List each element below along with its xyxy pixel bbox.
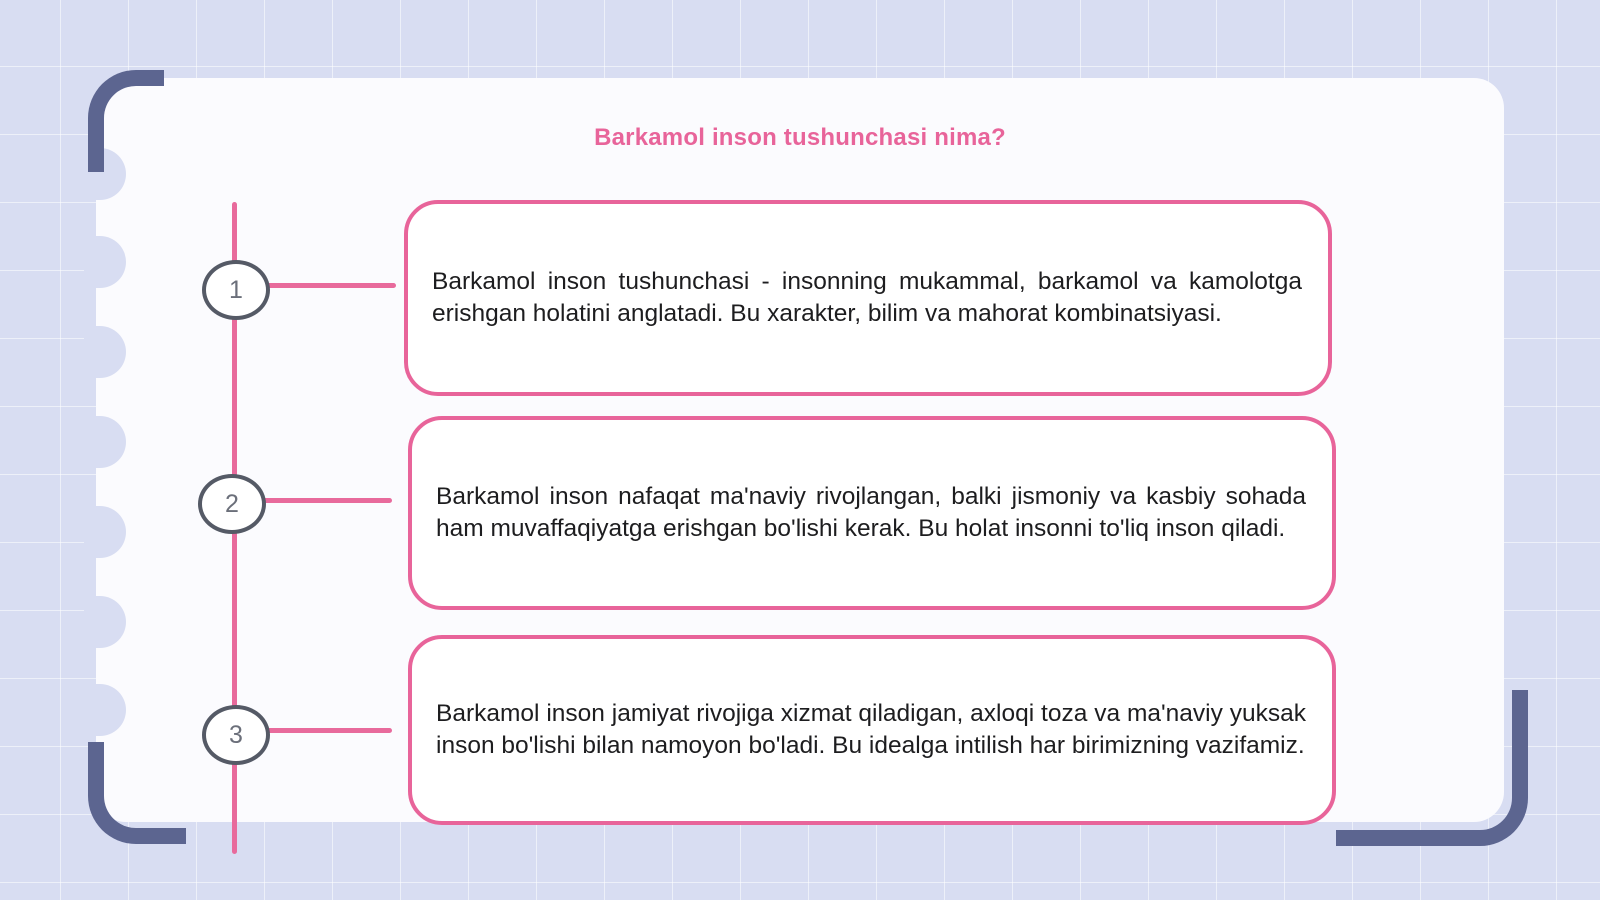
corner-bracket-top-left: [88, 70, 164, 172]
step-number-circle: 3: [202, 705, 270, 765]
info-box-2: [408, 416, 1336, 610]
corner-bracket-bottom-right: [1336, 690, 1528, 846]
corner-bracket-bottom-left: [88, 742, 186, 844]
info-box-3: [408, 635, 1336, 825]
info-box-text: Barkamol inson nafaqat ma'naviy rivojlangan, balki jismoniy va kasbiy sohada ham muvaffaqiyatga erishgan bo'lishi kerak. Bu holat insonni to'liq inson qiladi.: [436, 483, 1306, 542]
info-box-text: Barkamol inson tushunchasi - insonning mukammal, barkamol va kamolotga erishgan holatini anglatadi. Bu xarakter, bilim va mahorat kombinatsiyasi.: [432, 268, 1302, 327]
timeline-connector-1: [262, 283, 396, 288]
timeline-connector-2: [258, 498, 392, 503]
slide-title: Barkamol inson tushunchasi nima?: [594, 124, 1006, 151]
info-box-1: [404, 200, 1332, 396]
info-box-text: Barkamol inson jamiyat rivojiga xizmat qiladigan, axloqi toza va ma'naviy yuksak inson bo'lishi bilan namoyon bo'ladi. Bu idealga intilish har birimizning vazifamiz.: [436, 700, 1306, 759]
timeline-connector-3: [262, 728, 392, 733]
step-number-circle: 1: [202, 260, 270, 320]
step-number-circle: 2: [198, 474, 266, 534]
